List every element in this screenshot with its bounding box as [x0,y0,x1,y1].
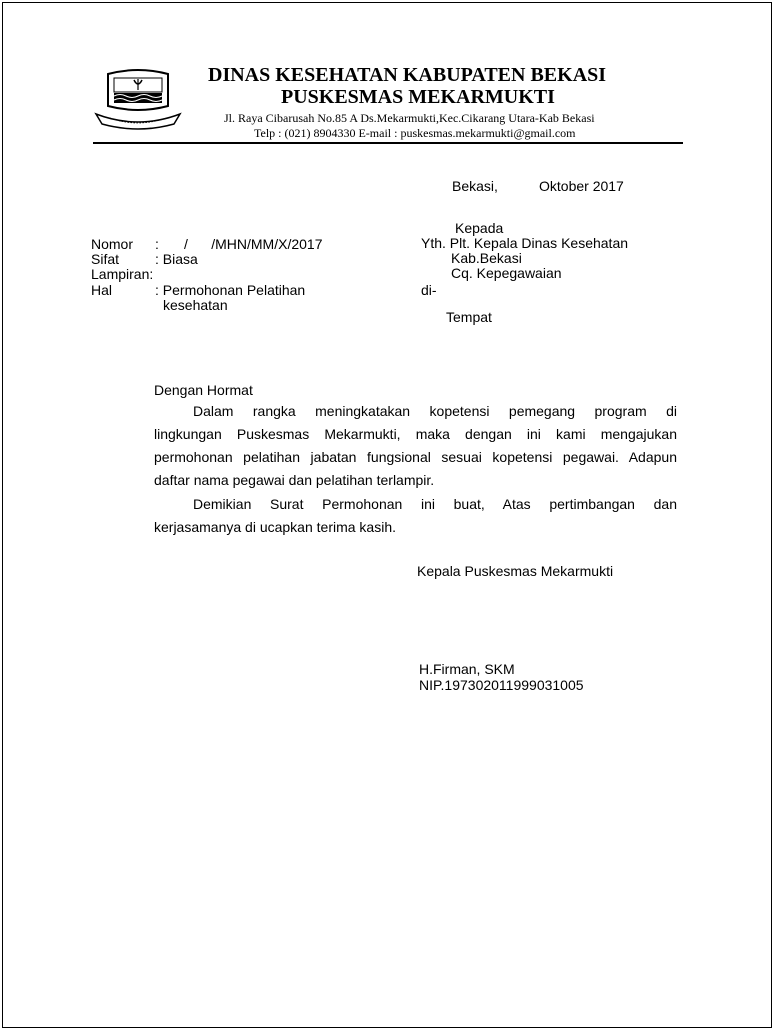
paragraph-line: kerjasamanya di ucapkan terima kasih. [154,519,397,535]
signature-name: H.Firman, SKM [419,661,515,677]
letterhead-divider [93,142,683,144]
recipient-yth: Yth. Plt. Kepala Dinas Kesehatan [421,235,629,251]
office-name: PUSKESMAS MEKARMUKTI [281,86,555,108]
body-paragraph-2 [154,493,677,539]
recipient-tempat: Tempat [446,309,492,325]
nomor-separator: : [155,236,159,252]
sifat-label: Sifat [91,251,120,267]
signature-title: Kepala Puskesmas Mekarmukti [417,563,614,579]
hal-value-line1: : Permohonan Pelatihan [155,282,306,298]
nomor-label: Nomor [91,236,134,252]
greeting: Dengan Hormat [154,382,253,398]
paragraph-line: lingkungan Puskesmas Mekarmukti, maka dengan ini kami mengajukan [154,426,677,442]
body-paragraph-1 [154,400,677,492]
recipient-di: di- [421,282,437,298]
office-address: Jl. Raya Cibarusah No.85 A Ds.Mekarmukti,Kec.Cikarang Utara-Kab Bekasi [224,111,595,125]
recipient-line2: Kab.Bekasi [451,250,522,266]
nomor-value: / /MHN/MM/X/2017 [184,236,323,252]
hal-label: Hal [91,282,113,298]
hal-value-line2: kesehatan [163,297,228,313]
paragraph-line: Dalam rangka meningkatakan kopetensi pemegang program di [193,403,677,419]
office-contact: Telp : (021) 8904330 E-mail : puskesmas.mekarmukti@gmail.com [254,126,576,140]
signature-nip: NIP.197302011999031005 [419,677,584,693]
date-month-year: Oktober 2017 [539,178,624,194]
recipient-kepada: Kepada [455,220,504,236]
kabupaten-bekasi-logo-icon [94,68,182,132]
paragraph-line: daftar nama pegawai dan pelatihan terlampir. [154,472,435,488]
paragraph-line: permohonan pelatihan jabatan fungsional sesuai kopetensi pegawai. Adapun [154,449,677,465]
date-city: Bekasi, [452,178,498,194]
sifat-value: : Biasa [155,251,198,267]
agency-name: DINAS KESEHATAN KABUPATEN BEKASI [208,64,607,86]
recipient-line3: Cq. Kepegawaian [451,265,562,281]
lampiran-label: Lampiran: [91,266,154,282]
paragraph-line: Demikian Surat Permohonan ini buat, Atas pertimbangan dan [193,496,677,512]
